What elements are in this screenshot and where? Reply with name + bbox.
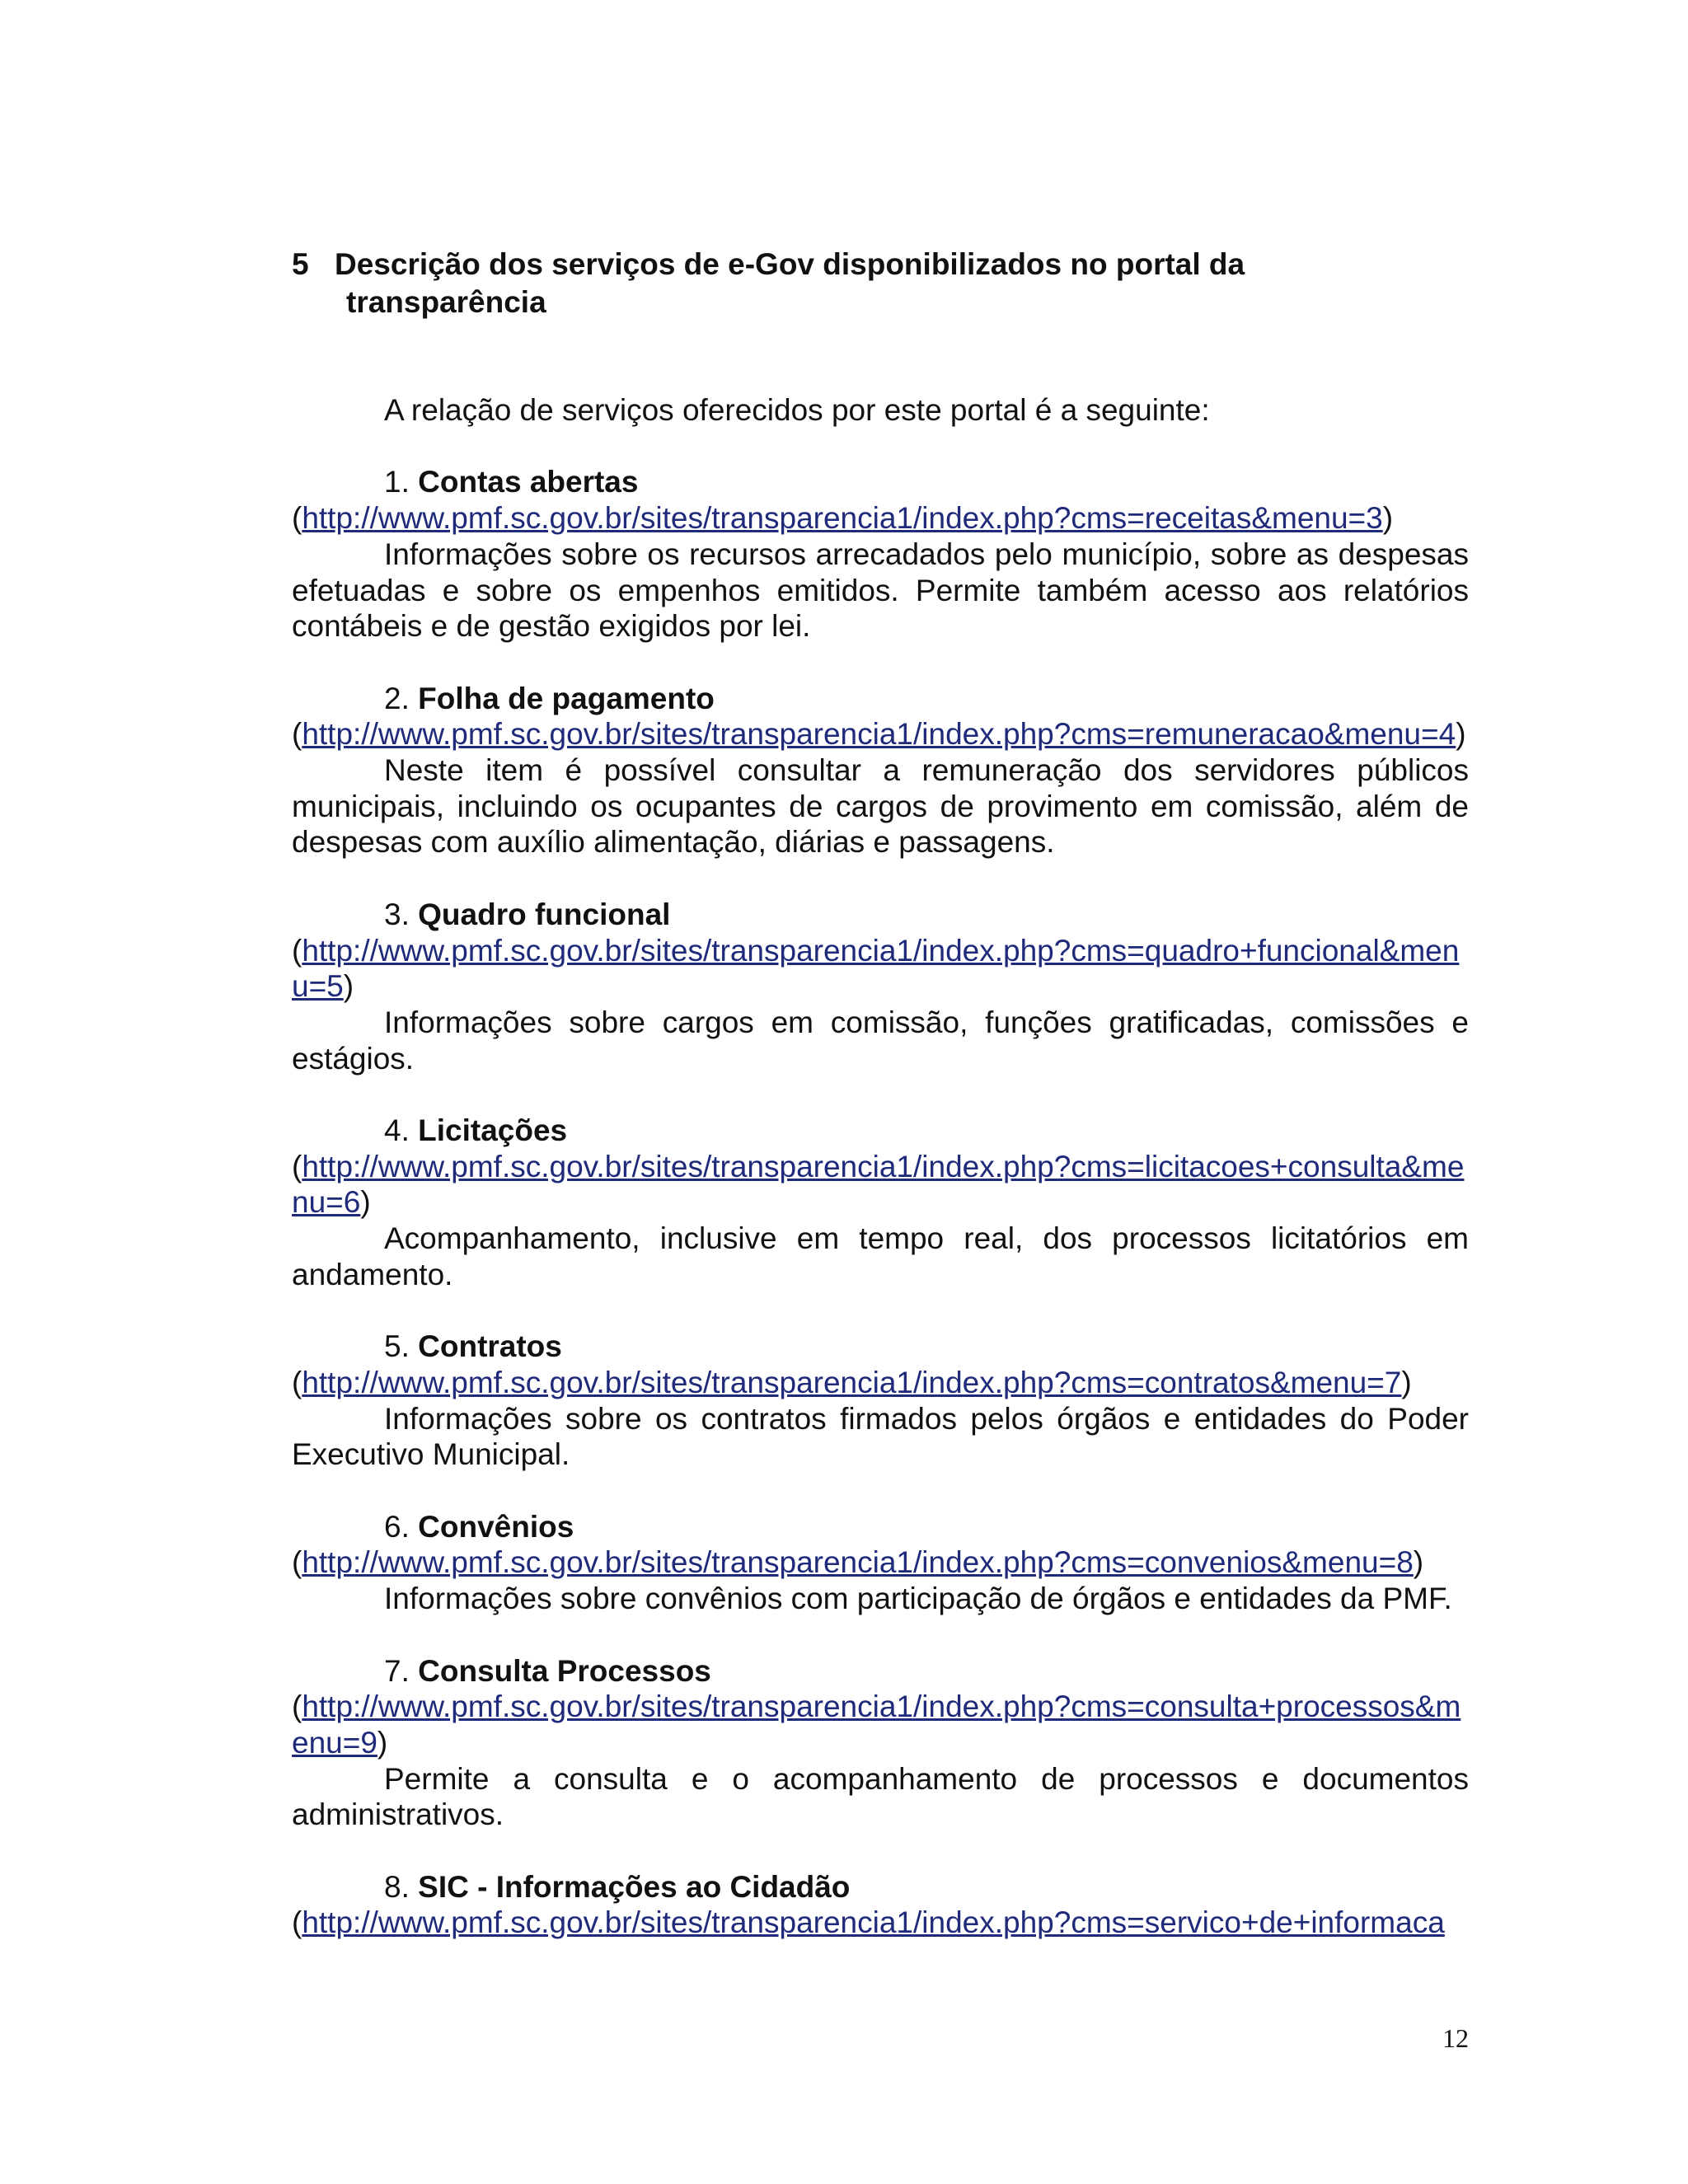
service-link[interactable]: http://www.pmf.sc.gov.br/sites/transparencia1/index.php?cms=convenios&menu=8 (302, 1545, 1414, 1580)
service-number: 1. (384, 465, 410, 499)
service-title (292, 681, 1469, 717)
service-description: Informações sobre convênios com participação de órgãos e entidades da PMF. (384, 1582, 1452, 1616)
service-item-contratos (292, 1329, 1469, 1473)
service-link[interactable]: http://www.pmf.sc.gov.br/sites/transparencia1/index.php?cms=remuneracao&menu=4 (302, 717, 1456, 752)
service-number: 6. (384, 1509, 410, 1544)
service-title (292, 1509, 1469, 1545)
service-link-line: (http://www.pmf.sc.gov.br/sites/transparencia1/index.php?cms=licitacoes+consulta&menu=6) (292, 1149, 1465, 1220)
service-link-line: (http://www.pmf.sc.gov.br/sites/transparencia1/index.php?cms=quadro+funcional&menu=5) (292, 933, 1460, 1004)
section-heading (292, 246, 1528, 321)
service-description: Permite a consulta e o acompanhamento de processos e documentos administrativos. (292, 1761, 1469, 1832)
service-number: 3. (384, 897, 410, 931)
service-number: 5. (384, 1329, 410, 1364)
service-link[interactable]: http://www.pmf.sc.gov.br/sites/transparencia1/index.php?cms=quadro+funcional&menu=5 (292, 933, 1460, 1004)
service-description: Informações sobre cargos em comissão, funções gratificadas, comissões e estágios. (292, 1005, 1469, 1076)
service-description: Informações sobre os contratos firmados pelos órgãos e entidades do Poder Executivo Municipal. (292, 1401, 1469, 1472)
service-title (292, 897, 1469, 933)
service-number: 2. (384, 681, 410, 715)
service-item-convenios (292, 1509, 1469, 1617)
service-link-line: (http://www.pmf.sc.gov.br/sites/transparencia1/index.php?cms=remuneracao&menu=4) (292, 717, 1466, 752)
page-number: 12 (1442, 2023, 1469, 2053)
service-title (292, 1653, 1469, 1690)
service-name: Contas abertas (418, 465, 639, 499)
service-number: 7. (384, 1653, 410, 1688)
service-number: 8. (384, 1869, 410, 1904)
service-description: Acompanhamento, inclusive em tempo real, dos processos licitatórios em andamento. (292, 1221, 1469, 1291)
service-name: Contratos (418, 1329, 562, 1364)
service-title (292, 1113, 1469, 1149)
service-link[interactable]: http://www.pmf.sc.gov.br/sites/transparencia1/index.php?cms=servico+de+informaca (302, 1905, 1445, 1940)
service-name: Licitações (418, 1113, 568, 1147)
service-link[interactable]: http://www.pmf.sc.gov.br/sites/transparencia1/index.php?cms=consulta+processos&menu=9 (292, 1690, 1461, 1760)
service-title (292, 1329, 1469, 1365)
service-link-line: (http://www.pmf.sc.gov.br/sites/transparencia1/index.php?cms=consulta+processos&menu=9) (292, 1690, 1461, 1760)
service-description: Neste item é possível consultar a remuneração dos servidores públicos municipais, incluindo os ocupantes de cargos de provimento em comissão, além de despesas com auxílio alimentação, diárias e passagens. (292, 753, 1469, 860)
service-item-quadro-funcional (292, 897, 1469, 1077)
service-link-line: (http://www.pmf.sc.gov.br/sites/transparencia1/index.php?cms=contratos&menu=7) (292, 1365, 1412, 1399)
service-name: Quadro funcional (418, 897, 671, 931)
section-heading-line1: Descrição dos serviços de e-Gov disponibilizados no portal da (335, 247, 1245, 281)
section-number: 5 (292, 247, 309, 281)
service-item-folha-de-pagamento (292, 681, 1469, 861)
service-item-consulta-processos (292, 1653, 1469, 1834)
service-title (292, 1869, 1469, 1905)
service-name: Consulta Processos (418, 1653, 711, 1688)
service-number: 4. (384, 1113, 410, 1147)
document-body (292, 392, 1469, 1977)
service-link[interactable]: http://www.pmf.sc.gov.br/sites/transparencia1/index.php?cms=contratos&menu=7 (302, 1365, 1402, 1399)
service-item-sic (292, 1869, 1469, 1941)
service-name: SIC - Informações ao Cidadão (418, 1869, 851, 1904)
service-title (292, 464, 1469, 500)
intro-paragraph: A relação de serviços oferecidos por este portal é a seguinte: (384, 393, 1210, 427)
service-item-licitacoes (292, 1113, 1469, 1293)
service-name: Folha de pagamento (418, 681, 715, 715)
service-link-line: (http://www.pmf.sc.gov.br/sites/transparencia1/index.php?cms=servico+de+informaca (292, 1905, 1445, 1940)
service-name: Convênios (418, 1509, 574, 1544)
service-item-contas-abertas (292, 464, 1469, 644)
service-description: Informações sobre os recursos arrecadados pelo município, sobre as despesas efetuadas e sobre os empenhos emitidos. Permite também acesso aos relatórios contábeis e de gestão exigidos por lei. (292, 537, 1469, 644)
service-link[interactable]: http://www.pmf.sc.gov.br/sites/transparencia1/index.php?cms=licitacoes+consulta&menu=6 (292, 1149, 1465, 1220)
service-link[interactable]: http://www.pmf.sc.gov.br/sites/transparencia1/index.php?cms=receitas&menu=3 (302, 501, 1383, 536)
service-link-line: (http://www.pmf.sc.gov.br/sites/transparencia1/index.php?cms=convenios&menu=8) (292, 1545, 1424, 1580)
section-heading-line2: transparência (346, 285, 546, 319)
service-link-line: (http://www.pmf.sc.gov.br/sites/transparencia1/index.php?cms=receitas&menu=3) (292, 501, 1394, 536)
